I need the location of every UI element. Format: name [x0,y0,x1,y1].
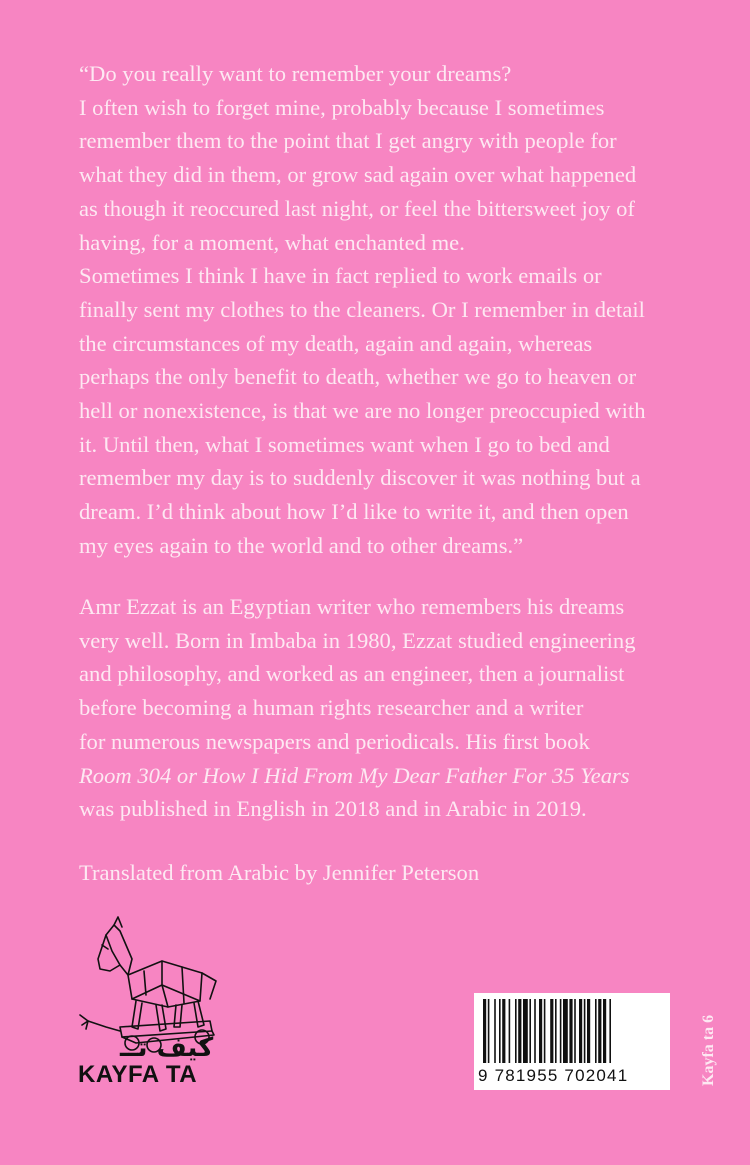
blurb-line: I often wish to forget mine, probably because I sometimes [79,94,605,120]
barcode [483,999,665,1063]
barcode-bar [509,999,511,1063]
bio-line: and philosophy, and worked as an engineer, then a journalist [79,661,625,687]
blurb-quote [79,57,719,563]
blurb-line: having, for a moment, what enchanted me. [79,229,465,255]
barcode-bar [595,999,597,1063]
blurb-line: the circumstances of my death, again and again, whereas [79,330,593,356]
blurb-line: as though it reoccured last night, or feel the bittersweet joy of [79,195,635,221]
blurb-line: remember my day is to suddenly discover it was nothing but a [79,465,641,491]
barcode-bar [603,999,606,1063]
blurb-line: Sometimes I think I have in fact replied to work emails or [79,263,602,289]
barcode-bar [587,999,590,1063]
barcode-bar [609,999,611,1063]
barcode-bar [569,999,572,1063]
publisher-name-arabic: كيف تــ [120,1033,214,1063]
blurb-line: hell or nonexistence, is that we are no longer preoccupied with [79,398,646,424]
translator-credit: Translated from Arabic by Jennifer Peterson [79,860,480,885]
barcode-bar [529,999,531,1063]
barcode-bar [574,999,576,1063]
bio-line: was published in English in 2018 and in Arabic in 2019. [79,796,587,822]
barcode-bar [502,999,505,1063]
barcode-bar [539,999,542,1063]
blurb-line: perhaps the only benefit to death, whether we go to heaven or [79,364,637,390]
blurb-line: “Do you really want to remember your dreams? [79,61,512,86]
bio-line: for numerous newspapers and periodicals. His first book [79,728,590,754]
barcode-bar [494,999,496,1063]
blurb-line: it. Until then, what I sometimes want when I go to bed and [79,431,610,457]
blurb-line: finally sent my clothes to the cleaners. Or I remember in detail [79,296,645,322]
barcode-bar [488,999,490,1063]
barcode-bar [523,999,528,1063]
barcode-bar [544,999,546,1063]
barcode-bar [518,999,521,1063]
bio-book-title: Room 304 or How I Hid From My Dear Father For 35 Years [79,762,630,788]
barcode-bar [584,999,586,1063]
barcode-bar [563,999,568,1063]
blurb-line: dream. I’d think about how I’d like to write it, and then open [79,499,629,525]
isbn-number: 9 781955 702041 [478,1066,629,1085]
bio-line: Amr Ezzat is an Egyptian writer who remembers his dreams [79,594,625,619]
barcode-bar [560,999,562,1063]
barcode-bar [550,999,553,1063]
barcode-bar [598,999,601,1063]
bio-line: before becoming a human rights researcher and a writer [79,695,584,721]
bio-line: very well. Born in Imbaba in 1980, Ezzat studied engineering [79,627,636,653]
barcode-bar [534,999,536,1063]
barcode-bar [483,999,486,1063]
publisher-name: KAYFA TA [78,1061,198,1088]
blurb-line: what they did in them, or grow sad again over what happened [79,162,637,188]
blurb-line: my eyes again to the world and to other dreams.” [79,532,524,558]
barcode-bar [555,999,557,1063]
series-label: Kayfa ta 6 [700,1014,717,1086]
author-bio [79,590,719,826]
barcode-bar [579,999,582,1063]
barcode-bar [499,999,501,1063]
barcode-bar [515,999,517,1063]
blurb-line: remember them to the point that I get angry with people for [79,128,617,154]
